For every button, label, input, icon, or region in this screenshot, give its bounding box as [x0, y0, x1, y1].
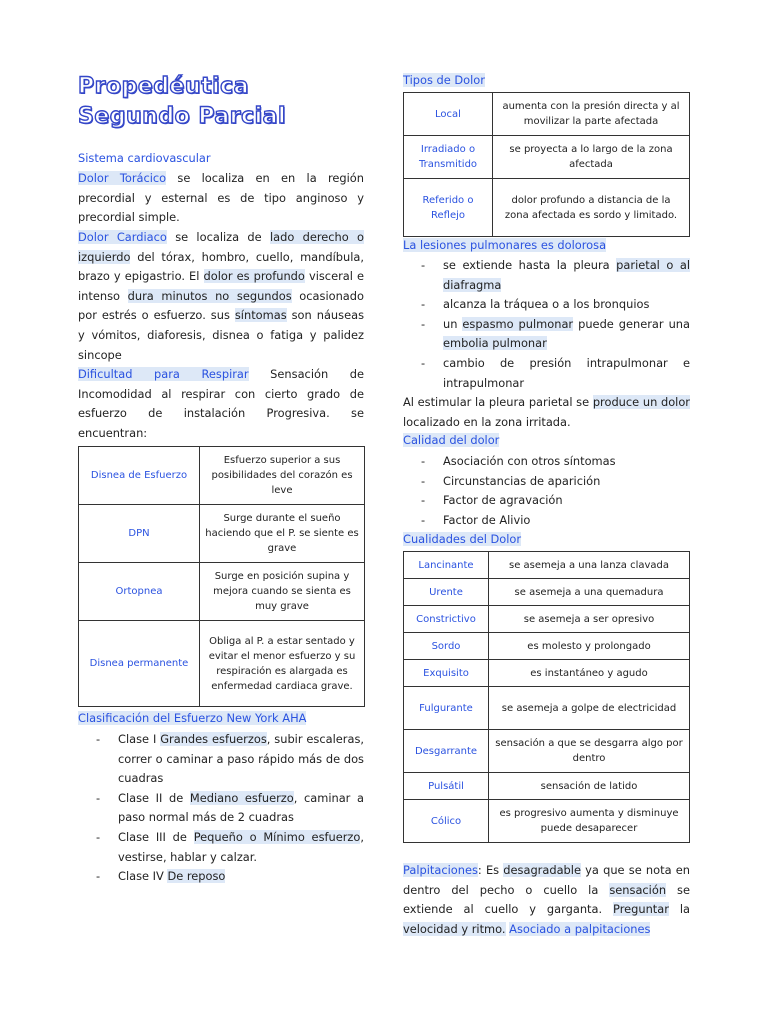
tipos-table: [403, 92, 690, 237]
table-value: sensación de latido: [489, 773, 690, 800]
table-key: Disnea permanente: [79, 621, 200, 707]
table-row: [404, 606, 690, 633]
table-value: es molesto y prolongado: [489, 633, 690, 660]
asociado-palpitaciones-term: Asociado a palpitaciones: [509, 921, 651, 936]
text: , caminar a paso normal más de 2 cuadras: [118, 790, 364, 825]
highlight: velocidad y ritmo.: [403, 921, 506, 936]
highlight: Pequeño o Mínimo esfuerzo: [193, 829, 361, 844]
table-row: [404, 93, 690, 136]
highlight: dolor es profundo: [203, 269, 305, 284]
page-title: Propedéutica Segundo Parcial: [78, 74, 287, 129]
table-key: Pulsátil: [404, 773, 489, 800]
table-value: Obliga al P. a estar sentado y evitar el menor esfuerzo y su respiración es alargada es enfermedad cardiaca grave.: [200, 621, 365, 707]
text: puede generar una: [573, 316, 690, 331]
dolor-toracico-term: Dolor Torácico: [78, 171, 167, 185]
lesiones-list: [403, 256, 690, 393]
highlight: Grandes esfuerzos: [160, 732, 267, 746]
clases-list: [78, 730, 364, 887]
table-value: se asemeja a golpe de electricidad: [489, 687, 690, 730]
table-value: dolor profundo a distancia de la zona afectada es sordo y limitado.: [493, 179, 690, 237]
lesiones-heading: La lesiones pulmonares es dolorosa: [403, 238, 607, 252]
table-value: se asemeja a ser opresivo: [489, 606, 690, 633]
text: se extiende hasta la pleura: [443, 258, 617, 272]
table-row: [404, 660, 690, 687]
table-key: Constrictivo: [404, 606, 489, 633]
text: Al estimular la pleura parietal se: [403, 395, 593, 409]
table-value: es instantáneo y agudo: [489, 660, 690, 687]
table-key: Fulgurante: [404, 687, 489, 730]
text: Clase II de: [118, 790, 190, 805]
table-row: [79, 447, 365, 505]
text: un: [443, 316, 463, 331]
table-value: se proyecta a lo largo de la zona afectada: [493, 136, 690, 179]
table-row: [404, 687, 690, 730]
list-item: [78, 867, 364, 887]
text: : Es: [477, 863, 504, 877]
dolor-toracico-paragraph: [78, 169, 364, 228]
highlight: desagradable: [503, 863, 581, 877]
list-item: [403, 315, 690, 354]
text: cambio de presión intrapulmonar e intrapulmonar: [443, 355, 690, 390]
text: Clase IV: [118, 869, 168, 884]
text: , vestirse, hablar y calzar.: [118, 829, 364, 864]
table-value: Surge durante el sueño haciendo que el P. se siente es grave: [200, 505, 365, 563]
table-value: Esfuerzo superior a sus posibilidades del corazón es leve: [200, 447, 365, 505]
list-item: [403, 256, 690, 295]
table-row: [404, 633, 690, 660]
highlight: parietal o al diafragma: [443, 258, 690, 292]
highlight: espasmo pulmonar: [462, 316, 574, 331]
calidad-heading: Calidad del dolor: [403, 433, 500, 447]
text: la: [668, 902, 690, 917]
text: ocasionado por estrés o esfuerzo. sus: [78, 288, 364, 323]
calidad-list: [403, 452, 690, 530]
table-key: Cólico: [404, 800, 489, 843]
text: alcanza la tráquea o a los bronquios: [443, 297, 650, 312]
table-key: Local: [404, 93, 493, 136]
text: ya que se nota en dentro del pecho o cuello la: [403, 863, 690, 897]
dolor-cardiaco-paragraph: [78, 228, 364, 365]
palpitaciones-term: Palpitaciones: [403, 863, 478, 877]
table-key: Lancinante: [404, 552, 489, 579]
tipos-heading: Tipos de Dolor: [403, 73, 485, 87]
estimular-paragraph: [403, 393, 690, 432]
dificultad-paragraph: [78, 365, 364, 443]
table-key: Desgarrante: [404, 730, 489, 773]
list-item: - Factor de Alivio: [403, 511, 690, 531]
cualidades-heading: Cualidades del Dolor: [403, 532, 522, 546]
list-item: - Circunstancias de aparición: [403, 472, 690, 492]
table-key: Ortopnea: [79, 563, 200, 621]
table-value: aumenta con la presión directa y al movilizar la parte afectada: [493, 93, 690, 136]
text: localizado en la zona irritada.: [403, 414, 571, 429]
highlight: sensación: [609, 882, 667, 897]
highlight: Mediano esfuerzo: [189, 790, 294, 805]
list-item: - Factor de agravación: [403, 491, 690, 511]
table-value: se asemeja a una quemadura: [489, 579, 690, 606]
cualidades-table: [403, 551, 690, 843]
text: se extiende al cuello y garganta.: [403, 882, 690, 917]
text: visceral e intenso: [78, 269, 364, 303]
section-cardiovascular: Sistema cardiovascular: [78, 151, 211, 165]
palpitaciones-paragraph: [403, 861, 690, 939]
table-value: se asemeja a una lanza clavada: [489, 552, 690, 579]
highlight: síntomas: [234, 308, 287, 323]
list-item: [78, 730, 364, 789]
dificultad-term: Dificultad para Respirar: [78, 367, 249, 381]
table-row: [79, 621, 365, 707]
table-key: Exquisito: [404, 660, 489, 687]
table-value: es progresivo aumenta y disminuye puede desaparecer: [489, 800, 690, 843]
table-key: Referido o Reflejo: [404, 179, 493, 237]
highlight: embolia pulmonar: [443, 336, 547, 351]
dificultad-text: Sensación de Incomodidad al respirar con cierto grado de esfuerzo de instalación Progresiva. se encuentran:: [78, 367, 365, 440]
table-row: [404, 136, 690, 179]
list-item: [78, 828, 364, 867]
list-item: [78, 789, 364, 828]
table-key: Disnea de Esfuerzo: [79, 447, 200, 505]
table-row: [404, 800, 690, 843]
highlight: dura minutos no segundos: [127, 288, 292, 303]
highlight: produce un dolor: [592, 395, 690, 409]
dolor-cardiaco-term: Dolor Cardiaco: [78, 230, 167, 244]
list-item: [403, 354, 690, 393]
text: del tórax, hombro, cuello, mandíbula, brazo y epigastrio. El: [78, 249, 364, 284]
table-key: Irradiado o Transmitido: [404, 136, 493, 179]
table-key: Urente: [404, 579, 489, 606]
highlight: Preguntar: [613, 902, 669, 917]
disnea-table: [78, 446, 365, 707]
list-item: [403, 295, 690, 315]
table-key: DPN: [79, 505, 200, 563]
table-row: [404, 579, 690, 606]
text: Clase I: [118, 732, 161, 746]
table-value: sensación a que se desgarra algo por dentro: [489, 730, 690, 773]
text: Clase III de: [118, 829, 194, 844]
table-row: [404, 730, 690, 773]
table-row: [404, 552, 690, 579]
dolor-toracico-text: se localiza en en la región precordial y esternal es de tipo anginoso y precordial simple.: [78, 171, 364, 225]
clasificacion-heading: Clasificación del Esfuerzo New York AHA: [78, 711, 307, 725]
table-row: [404, 773, 690, 800]
table-row: [404, 179, 690, 237]
text: se localiza de: [166, 230, 270, 244]
text: , subir escaleras, correr o caminar a paso rápido más de dos cuadras: [118, 732, 365, 786]
table-row: [79, 505, 365, 563]
table-key: Sordo: [404, 633, 489, 660]
table-row: [79, 563, 365, 621]
text: son náuseas y vómitos, diaforesis, disnea o fatiga y palidez sincope: [78, 308, 365, 362]
table-value: Surge en posición supina y mejora cuando se sienta es muy grave: [200, 563, 365, 621]
highlight: lado derecho o izquierdo: [78, 230, 364, 264]
highlight: De reposo: [167, 869, 226, 884]
list-item: - Asociación con otros síntomas: [403, 452, 690, 472]
